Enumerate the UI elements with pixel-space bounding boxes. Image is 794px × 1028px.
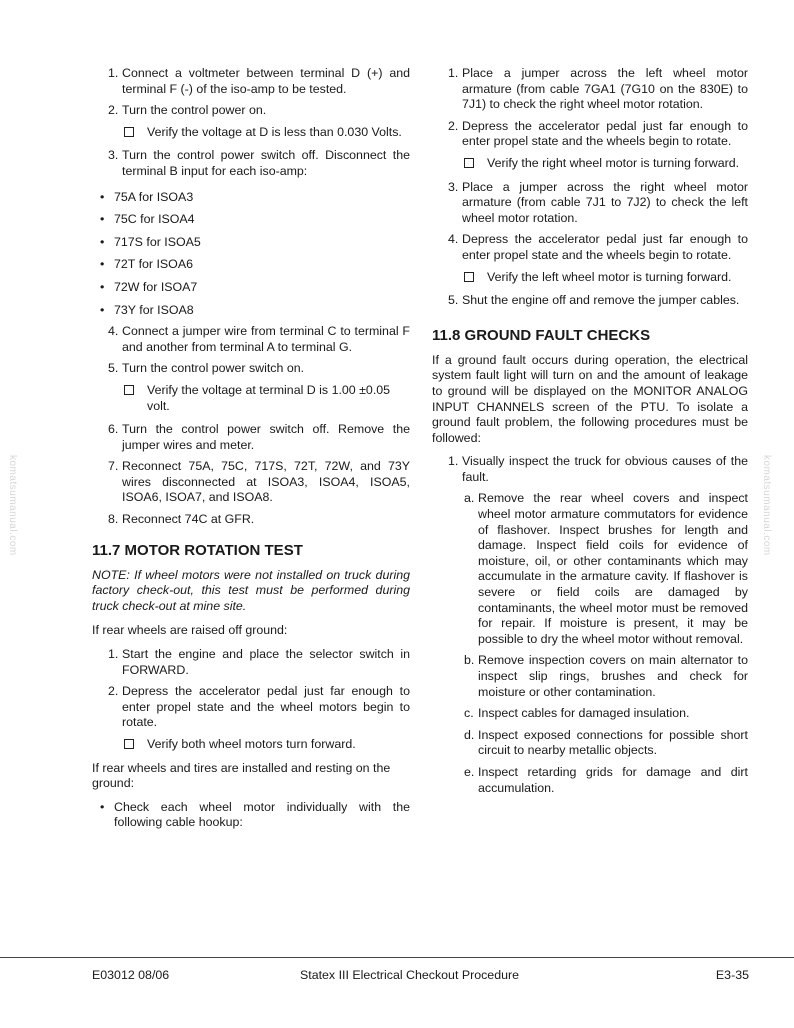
left-step-5: 5. Turn the control power switch on.	[108, 361, 305, 376]
inspect-item-e: e. Inspect retarding grids for damage and dirt accumulation.	[464, 764, 748, 795]
footer-title: Statex III Electrical Checkout Procedure	[300, 968, 520, 982]
left-step-6: 6. Turn the control power switch off. Remove the jumper wires and meter.	[108, 422, 410, 452]
raised-step-2: 2. Depress the accelerator pedal just far enough to enter propel state and the wheel motors begin to rotate.	[108, 684, 410, 730]
bullet-item: • 75C for ISOA4	[100, 212, 195, 227]
right-step-2: 2. Depress the accelerator pedal just far enough to enter propel state and the wheels begin to rotate.	[448, 118, 748, 149]
check-item: Verify the left wheel motor is turning forward.	[432, 270, 748, 286]
section-heading-motor-rotation: 11.7 MOTOR ROTATION TEST	[92, 541, 303, 559]
checkbox-icon	[124, 385, 134, 395]
right-column	[432, 66, 748, 802]
watermark-right: komatsumanual.com	[761, 455, 772, 556]
right-step-3: 3. Place a jumper across the right wheel motor armature (from cable 7J1 to 7J2) to check the left wheel motor rotation.	[448, 179, 748, 225]
bullet-item: • Check each wheel motor individually with the following cable hookup:	[100, 799, 410, 830]
check-item: Verify the voltage at D is less than 0.030 Volts.	[92, 125, 410, 141]
bullet-item: • 72W for ISOA7	[100, 279, 198, 294]
left-step-7: 7. Reconnect 75A, 75C, 717S, 72T, 72W, and 73Y wires disconnected at ISOA3, ISOA4, ISOA5, ISOA6, ISOA7, and ISOA8.	[108, 459, 410, 505]
right-step-5: 5. Shut the engine off and remove the jumper cables.	[448, 293, 740, 308]
left-step-2: 2. Turn the control power on.	[108, 103, 267, 118]
bullet-item: • 75A for ISOA3	[100, 189, 194, 204]
ground-fault-intro: If a ground fault occurs during operation, the electrical system fault light will turn on and the amount of leakage to ground will be displayed on the MONITOR ANALOG INPUT CHANNELS screen of the PTU. To isolate a ground fault problem, the following procedures must be followed:	[432, 352, 748, 445]
left-column	[92, 66, 410, 837]
footer-page-number: E3-35	[715, 968, 749, 982]
left-step-4: 4. Connect a jumper wire from terminal C to terminal F and another from terminal A to terminal G.	[108, 324, 410, 354]
bullet-item: • 73Y for ISOA8	[100, 302, 194, 317]
section-heading-ground-fault: 11.8 GROUND FAULT CHECKS	[432, 326, 651, 344]
check-item: Verify the right wheel motor is turning forward.	[432, 156, 748, 172]
check-item: Verify the voltage at terminal D is 1.00 ±0.05 volt.	[92, 383, 410, 414]
checkbox-icon	[124, 127, 134, 137]
footer-doc-code: E03012 08/06	[92, 968, 170, 982]
bullet-item: • 717S for ISOA5	[100, 234, 201, 249]
right-step-1: 1. Place a jumper across the left wheel motor armature (from cable 7GA1 (7G10 on the 830E) to 7J1) to check the right wheel motor rotation.	[448, 66, 748, 112]
inspect-item-a: a. Remove the rear wheel covers and inspect wheel motor armature commutators for evidence of flashover. Inspect brushes for length and damage. Inspect field coils for evidence of moisture, oil, or other contaminants which may accumulate in the armature cavity. If flashover is severe or field coils are damaged by contaminants, the wheel motor must be removed for repair. If moisture is present, it may be possible to dry the wheel motor without removal.	[464, 491, 748, 646]
ground-intro: If rear wheels and tires are installed and resting on the ground:	[92, 760, 391, 791]
checkbox-icon	[464, 158, 474, 168]
inspect-item-b: b. Remove inspection covers on main alternator to inspect slip rings, brushes and check for moisture or other contamination.	[464, 653, 748, 699]
raised-intro: If rear wheels are raised off ground:	[92, 623, 288, 638]
check-item: Verify both wheel motors turn forward.	[92, 737, 410, 753]
inspect-item-d: d. Inspect exposed connections for possible short circuit to nearby metallic objects.	[464, 727, 748, 758]
checkbox-icon	[464, 272, 474, 282]
left-step-3: 3. Turn the control power switch off. Disconnect the terminal B input for each iso-amp:	[108, 148, 410, 178]
checkbox-icon	[124, 739, 134, 749]
footer-rule	[0, 957, 794, 958]
left-step-8: 8. Reconnect 74C at GFR.	[108, 512, 255, 527]
inspect-item-c: c. Inspect cables for damaged insulation.	[464, 706, 690, 721]
left-step-1: 1. Connect a voltmeter between terminal D (+) and terminal F (-) of the iso-amp to be tested.	[108, 66, 410, 96]
right-step-4: 4. Depress the accelerator pedal just far enough to enter propel state and the wheels begin to rotate.	[448, 232, 748, 262]
note-paragraph: NOTE: If wheel motors were not installed on truck during factory check-out, this test must be performed during truck check-out at mine site.	[92, 567, 410, 613]
watermark-left: komatsumanual.com	[7, 455, 18, 556]
bullet-item: • 72T for ISOA6	[100, 257, 193, 272]
ground-step-1: 1. Visually inspect the truck for obvious causes of the fault.	[448, 454, 748, 484]
raised-step-1: 1. Start the engine and place the selector switch in FORWARD.	[108, 647, 410, 677]
